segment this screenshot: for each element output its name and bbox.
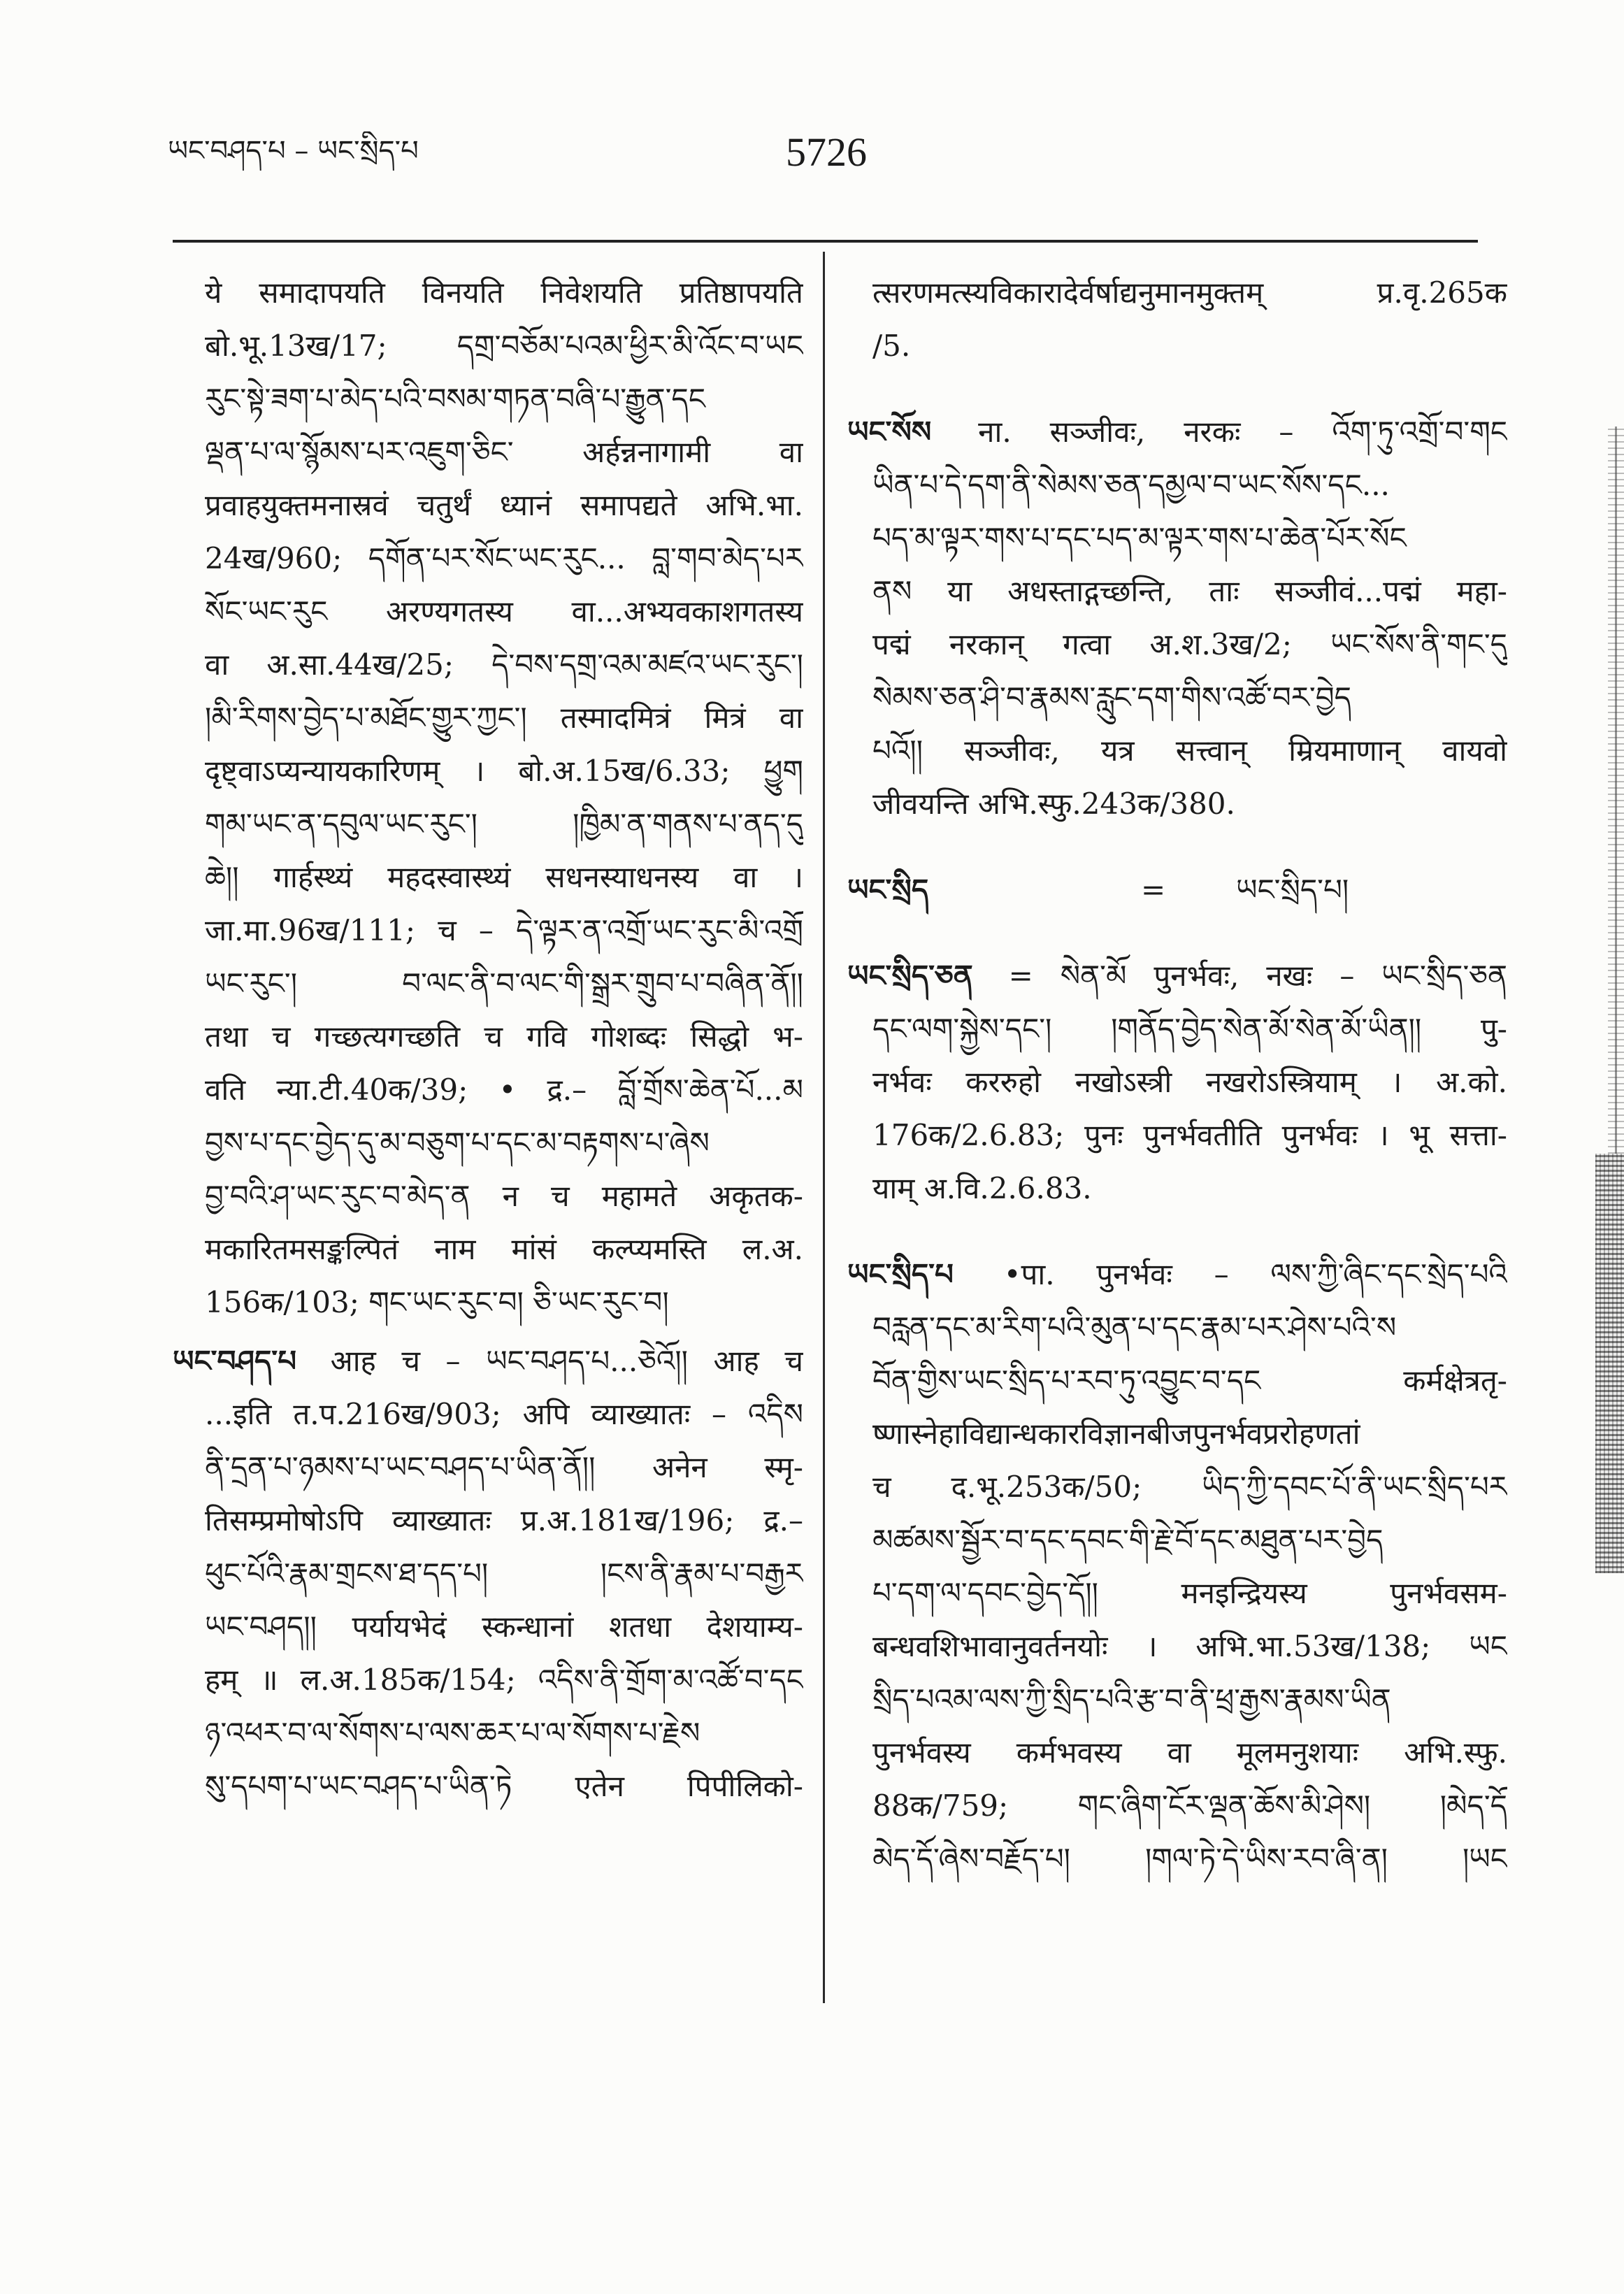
text-line: མཚམས་སྦྱོར་བ་དང་དབང་གི་རྗེ་བོ་དང་མཐུན་པར་བྱེད xyxy=(872,1523,1384,1557)
entry-text: ना. सञ्जीवः, नरकः – འོག་ཏུ་འགྲོ་བ་གང xyxy=(978,415,1507,449)
text-line: ...इति त.प.216ख/903; अपि व्याख्यातः – འདིས xyxy=(205,1397,803,1431)
continued-entry xyxy=(847,266,1507,373)
dictionary-entry xyxy=(847,863,1507,917)
running-title: ཡང་བཤད་པ – ཡང་སྲིད་པ xyxy=(168,135,419,167)
text-line: ཡང་བཤད།། पर्यायभेदं स्कन्धानां शतधा देशयाम्य- xyxy=(205,1610,803,1644)
page-number: 5726 xyxy=(786,129,867,175)
cross-reference-sign: = xyxy=(1141,873,1166,907)
entry-first-line xyxy=(173,1335,803,1388)
entry-first-line xyxy=(847,863,1507,917)
text-line: प्रवाहयुक्तमनास्रवं चतुर्थं ध्यानं समापद्यते अभि.भा. xyxy=(205,488,803,522)
dictionary-entry xyxy=(847,949,1507,1215)
scan-edge-shadow xyxy=(1608,426,1624,1154)
text-line: पुनर्भवस्य कर्मभवस्य वा मूलमनुशयाः अभि.स्फु. xyxy=(872,1735,1507,1770)
text-line: བྱས་པ་དང་བྱེད་དུ་མ་བཅུག་པ་དང་མ་བརྟགས་པ་ཞེས xyxy=(205,1126,710,1160)
text-line: ཡིན་པ་དེ་དག་ནི་སེམས་ཅན་དམྱལ་བ་ཡང་སོས་དང... xyxy=(872,468,1390,502)
text-line: वति न्या.टी.40क/39; • द्र.– བློ་གྲོས་ཆེན་པོ...མ xyxy=(205,1073,803,1107)
text-line: वा अ.सा.44ख/25; དེ་བས་དགྲ་འམ་མཛའ་ཡང་རུང་། xyxy=(205,647,803,682)
text-line: སེམས་ཅན་ཤི་བ་རྣམས་རླུང་དག་གིས་འཚོ་བར་བྱེད xyxy=(872,680,1351,715)
text-line: ཉ་འཕར་བ་ལ་སོགས་པ་ལས་ཆར་པ་ལ་སོགས་པ་རྗེས xyxy=(205,1716,700,1750)
dictionary-entry xyxy=(173,1335,803,1813)
text-line: दृष्ट्वाऽप्यन्यायकारिणम् । बो.अ.15ख/6.33; ཕྱུག xyxy=(205,754,803,788)
text-line: བོན་གྱིས་ཡང་སྲིད་པ་རབ་ཏུ་འབྱུང་བ་དང कर्मक्षेत्रतृ- xyxy=(872,1363,1507,1398)
entry-text: •पा. पुनर्भवः – ལས་ཀྱི་ཞིང་དང་སྲེད་པའི xyxy=(1003,1257,1507,1291)
text-line: མེད་དོ་ཞེས་བརྗོད་པ། །གལ་ཏེ་དེ་ཡིས་རབ་ཞི་ན། །ཡང xyxy=(872,1842,1507,1876)
text-line: སྲིད་པའམ་ལས་ཀྱི་སྲིད་པའི་རྩ་བ་ནི་ཕྲ་རྒྱས་རྣམས་ཡིན xyxy=(872,1682,1391,1716)
text-line: རུང་སྟེ་ཟག་པ་མེད་པའི་བསམ་གཏན་བཞི་པ་རྒྱུན་དང xyxy=(205,382,705,416)
entry-first-line xyxy=(847,1248,1507,1301)
text-line: 176क/2.6.83; पुनः पुनर्भवतीति पुनर्भवः । भू सत्ता- xyxy=(872,1118,1507,1152)
text-line: སོང་ཡང་རུང अरण्यगतस्य वा...अभ्यवकाशगतस्य xyxy=(205,594,803,629)
text-line: བྱ་བའི་ཤ་ཡང་རུང་བ་མེད་ན न च महामते अकृतक- xyxy=(205,1179,803,1213)
text-line: ལྡན་པ་ལ་སྙོམས་པར་འཇུག་ཅིང་ अर्हन्ननागामी वा xyxy=(205,435,803,469)
text-line: तिसम्प्रमोषोऽपि व्याख्यातः प्र.अ.181ख/196; द्र.– xyxy=(205,1503,803,1537)
dictionary-entry xyxy=(847,406,1507,831)
text-line: སུ་དཔག་པ་ཡང་བཤད་པ་ཡིན་ཏེ एतेन पिपीलिको- xyxy=(205,1769,803,1803)
continued-entry xyxy=(173,266,803,1329)
header-rule xyxy=(173,240,1478,243)
text-line: 156क/103; གང་ཡང་རུང་བ། ཅི་ཡང་རུང་བ། xyxy=(205,1285,669,1319)
text-line: त्सरणमत्स्यविकारादेर्वर्षाद्यनुमानमुक्तम् प्र.वृ.265क xyxy=(872,275,1507,310)
text-line: /5. xyxy=(872,329,911,363)
entry-headword: ཡང་སོས xyxy=(847,415,932,449)
text-line: हम् ॥ ल.अ.185क/154; འདིས་ནི་གྲོག་མ་འཚོ་བ་དང xyxy=(205,1663,803,1697)
text-line: याम् अ.वि.2.6.83. xyxy=(872,1171,1092,1205)
text-line: मकारितमसङ्कल्पितं नाम मांसं कल्प्यमस्ति ल.अ. xyxy=(205,1232,803,1266)
text-line: तथा च गच्छत्यगच्छति च गवि गोशब्दः सिद्धो भ- xyxy=(205,1019,803,1054)
text-line: जा.मा.96ख/111; च – དེ་ལྟར་ན་འགྲོ་ཡང་རུང་མི་འགྲོ xyxy=(205,913,803,947)
text-line: དང་ལག་སྐྱེས་དང་། །གནོད་བྱེད་སེན་མོ་སེན་མོ་ཡིན།། पु- xyxy=(872,1012,1507,1046)
entry-first-line xyxy=(847,406,1507,459)
text-line: पद्मं नरकान् गत्वा अ.श.3ख/2; ཡང་སོས་ནི་གང་དུ xyxy=(872,627,1507,661)
text-line: པ་དག་ལ་དབང་བྱེད་དོ།། मनइन्द्रियस्य पुनर्भवसम- xyxy=(872,1576,1507,1610)
text-line: ནས या अधस्ताद्गच्छन्ति, ताः सञ्जीवं...पद्मं महा- xyxy=(872,574,1507,608)
text-line: ष्णास्नेहाविद्यान्धकारविज्ञानबीजपुनर्भवप्ररोहणतां xyxy=(872,1417,1360,1451)
left-column xyxy=(173,266,803,1813)
text-line: 24ख/960; དགོན་པར་སོང་ཡང་རུང... བླ་གབ་མེད་པར xyxy=(205,541,803,575)
text-line: ཆེ།། गार्हस्थ्यं महदस्वास्थ्यं सधनस्याधनस्य वा । xyxy=(205,860,803,894)
text-line: 88क/759; གང་ཞིག་ངོར་ལྡན་ཆོས་མི་ཤེས། །མེད་དོ xyxy=(872,1788,1507,1823)
text-line: །མི་རིགས་བྱེད་པ་མཐོང་གྱུར་ཀྱང་། तस्मादमित्रं मित्रं वा xyxy=(205,701,803,735)
text-line: नर्भवः कररुहो नखोऽस्त्री नखरोऽस्त्रियाम् । अ.को. xyxy=(872,1065,1507,1099)
column-divider xyxy=(823,252,825,2003)
text-line: པད་མ་ལྟར་གས་པ་དང་པད་མ་ལྟར་གས་པ་ཆེན་པོར་སོང xyxy=(872,521,1407,555)
text-line: པའོ།། सञ्जीवः, यत्र सत्त्वान् म्रियमाणान् वायवो xyxy=(872,733,1507,768)
entry-headword: ཡང་སྲིད་པ xyxy=(847,1257,954,1291)
scan-edge-shadow xyxy=(1595,1154,1624,1573)
entry-first-line xyxy=(847,949,1507,1003)
text-line: जीवयन्ति अभि.स्फु.243क/380. xyxy=(872,787,1235,821)
text-line: ཕུང་པོའི་རྣམ་གྲངས་ཐ་དད་པ། །ངས་ནི་རྣམ་པ་བརྒྱར xyxy=(205,1556,803,1591)
text-line: ནི་དྲན་པ་ཉམས་པ་ཡང་བཤད་པ་ཡིན་ནོ།། अनेन स्मृ- xyxy=(205,1450,803,1484)
right-column xyxy=(847,266,1507,1886)
entry-headword: ཡང་སྲིད་ཅན xyxy=(847,959,973,993)
text-line: च द.भू.253क/50; ཡིད་ཀྱི་དབང་པོ་ནི་ཡང་སྲིད་པར xyxy=(872,1470,1507,1504)
entry-headword: ཡང་བཤད་པ xyxy=(173,1344,297,1378)
cross-reference: ཡང་སྲིད་པ། xyxy=(1236,873,1349,907)
text-line: बन्धवशिभावानुवर्तनयोः । अभि.भा.53ख/138; ཡང xyxy=(872,1629,1507,1663)
entry-text: आह च – ཡང་བཤད་པ...ཅེའོ།། आह च xyxy=(330,1344,803,1378)
text-line: གམ་ཡང་ན་དབུལ་ཡང་རུང་། །ཁྱིམ་ན་གནས་པ་ནད་དུ xyxy=(205,807,803,841)
text-line: ये समादापयति विनयति निवेशयति प्रतिष्ठापयति xyxy=(205,275,803,310)
entry-text: = སེན་མོ पुनर्भवः, नखः – ཡང་སྲིད་ཅན xyxy=(1008,959,1507,993)
text-line: बो.भू.13ख/17; དགྲ་བཅོམ་པའམ་ཕྱིར་མི་འོང་བ་ཡང xyxy=(205,329,803,363)
entry-headword: ཡང་སྲིད xyxy=(847,873,929,907)
text-line: བརླན་དང་མ་རིག་པའི་མུན་པ་དང་རྣམ་པར་ཤེས་པའི་ས xyxy=(872,1310,1397,1345)
dictionary-entry xyxy=(847,1248,1507,1886)
text-line: ཡང་རུང་། བ་ལང་ནི་བ་ལང་གི་སྒྲར་གྲུབ་པ་བཞིན་ནོ།། xyxy=(205,966,803,1001)
